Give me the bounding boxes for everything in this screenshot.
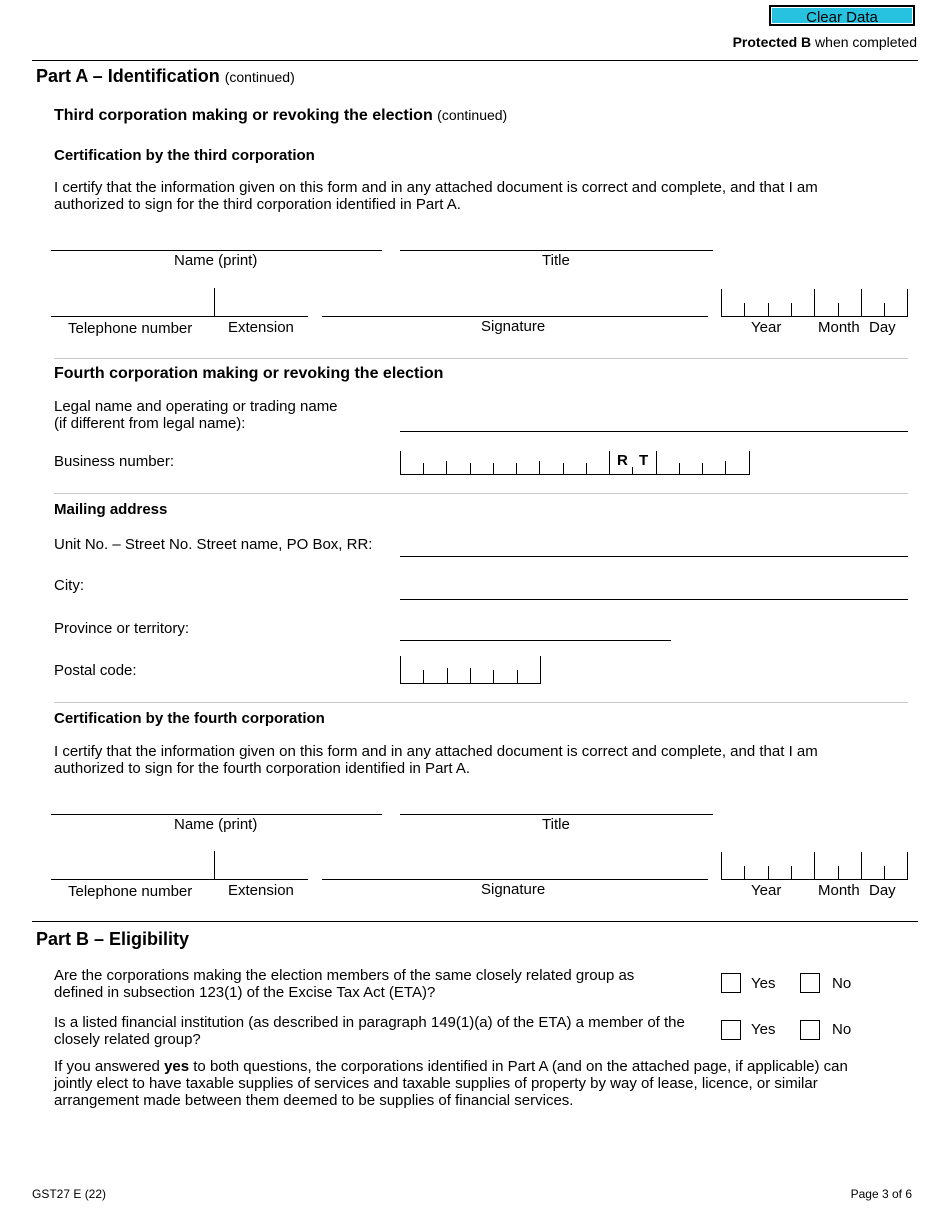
q1-yes-label: Yes — [751, 975, 776, 992]
note-post: to both questions, the corporations identified in Part A (and on the attached page, if applicable) can jointly elect to have taxable supplies of services and taxable supplies of property by way of lease, licence, or similar arrangement made between them deemed to be supplies of financial services. — [54, 1058, 848, 1109]
form-id: GST27 E (22) — [32, 1187, 107, 1201]
third-day-label: Day — [869, 319, 896, 336]
part-b-title: Part B – Eligibility — [36, 929, 190, 949]
legal-name-input[interactable] — [400, 431, 908, 432]
protected-b-label: Protected B — [732, 34, 812, 50]
postal-code-input[interactable] — [400, 656, 541, 684]
fourth-signature-input[interactable] — [322, 879, 708, 880]
bn-rt-t: T — [639, 452, 649, 469]
third-cert-title: Certification by the third corporation — [54, 147, 315, 164]
third-cert-text: I certify that the information given on this form and in any attached document is correct and complete, and that I am authorized to sign for the third corporation identified in Part A. — [54, 179, 818, 213]
province-input[interactable] — [400, 640, 671, 641]
clear-data-button[interactable]: Clear Data — [769, 5, 915, 26]
third-title-input[interactable] — [400, 250, 713, 251]
fourth-month-label: Month — [818, 882, 860, 899]
third-title-label: Title — [542, 252, 570, 269]
protected-suffix: when completed — [811, 34, 917, 50]
third-corp-continued: (continued) — [437, 107, 508, 123]
postal-code-label: Postal code: — [54, 662, 137, 679]
third-signature-input[interactable] — [322, 316, 708, 317]
mailing-address-title: Mailing address — [54, 501, 168, 518]
fourth-day-label: Day — [869, 882, 896, 899]
q1-line1: Are the corporations making the election members of the same closely related group as — [54, 967, 635, 984]
section-divider — [54, 702, 908, 703]
part-b-note — [54, 1058, 884, 1109]
fourth-sig-label: Signature — [481, 881, 546, 898]
fourth-date-input[interactable] — [721, 852, 908, 880]
protected-notice — [733, 34, 917, 50]
third-ext-label: Extension — [228, 319, 294, 336]
city-label: City: — [54, 577, 84, 594]
part-a-title — [36, 66, 295, 87]
third-sig-label: Signature — [481, 318, 546, 335]
q2-line2: closely related group? — [54, 1031, 201, 1048]
fourth-phone-input[interactable] — [51, 879, 308, 880]
q1-line2: defined in subsection 123(1) of the Excise Tax Act (ETA)? — [54, 984, 436, 1001]
header-divider — [32, 60, 918, 61]
note-pre: If you answered — [54, 1058, 165, 1075]
part-a-title-text: Part A – Identification — [36, 66, 220, 86]
fourth-title-input[interactable] — [400, 814, 713, 815]
legal-name-label-1: Legal name and operating or trading name — [54, 398, 338, 415]
section-divider — [54, 493, 908, 494]
q1-no-checkbox[interactable] — [800, 973, 820, 993]
city-input[interactable] — [400, 599, 908, 600]
third-corp-title-text: Third corporation making or revoking the election — [54, 107, 433, 124]
fourth-cert-text: I certify that the information given on this form and in any attached document is correct and complete, and that I am authorized to sign for the fourth corporation identified in Part A. — [54, 743, 818, 777]
fourth-ext-label: Extension — [228, 882, 294, 899]
fourth-corp-title: Fourth corporation making or revoking the election — [54, 365, 444, 382]
fourth-phone-ext-divider — [214, 851, 215, 879]
third-corp-title — [54, 107, 507, 125]
note-yes: yes — [164, 1058, 190, 1075]
bn-rt-r: R — [617, 452, 628, 469]
section-divider — [54, 358, 908, 359]
q2-yes-checkbox[interactable] — [721, 1020, 741, 1040]
legal-name-label-2: (if different from legal name): — [54, 415, 246, 432]
fourth-title-label: Title — [542, 816, 570, 833]
q2-no-label: No — [832, 1021, 852, 1038]
fourth-name-input[interactable] — [51, 814, 382, 815]
q2-no-checkbox[interactable] — [800, 1020, 820, 1040]
province-label: Province or territory: — [54, 620, 190, 637]
third-year-label: Year — [751, 319, 782, 336]
part-a-continued: (continued) — [224, 69, 295, 85]
q2-line1: Is a listed financial institution (as described in paragraph 149(1)(a) of the ETA) a member of the — [54, 1014, 685, 1031]
fourth-phone-label: Telephone number — [68, 883, 193, 900]
fourth-name-label: Name (print) — [174, 816, 258, 833]
business-number-label: Business number: — [54, 453, 175, 470]
q1-yes-checkbox[interactable] — [721, 973, 741, 993]
fourth-cert-title: Certification by the fourth corporation — [54, 710, 325, 727]
third-month-label: Month — [818, 319, 860, 336]
third-phone-input[interactable] — [51, 316, 308, 317]
q2-yes-label: Yes — [751, 1021, 776, 1038]
street-input[interactable] — [400, 556, 908, 557]
third-phone-ext-divider — [214, 288, 215, 316]
q1-no-label: No — [832, 975, 852, 992]
business-number-input[interactable] — [400, 451, 750, 475]
fourth-year-label: Year — [751, 882, 782, 899]
third-name-label: Name (print) — [174, 252, 258, 269]
page-number: Page 3 of 6 — [850, 1187, 912, 1201]
third-date-input[interactable] — [721, 289, 908, 317]
part-divider — [32, 921, 918, 922]
third-phone-label: Telephone number — [68, 320, 193, 337]
street-label: Unit No. – Street No. Street name, PO Box, RR: — [54, 536, 373, 553]
third-name-input[interactable] — [51, 250, 382, 251]
